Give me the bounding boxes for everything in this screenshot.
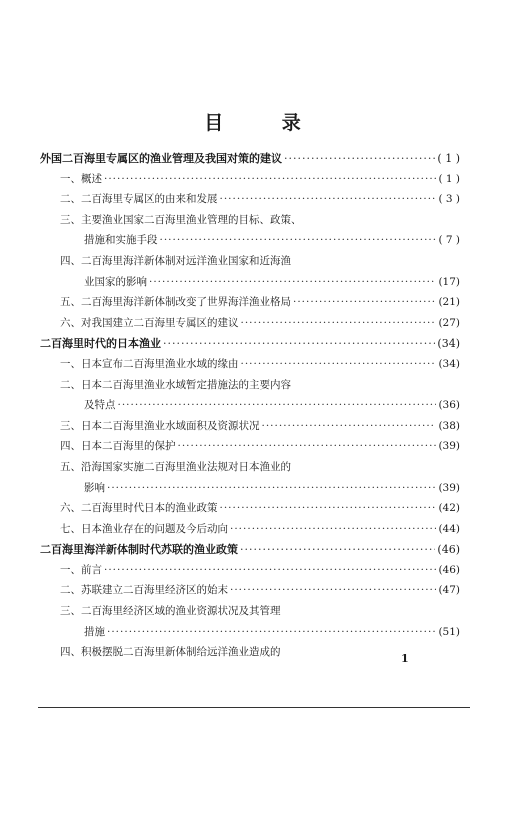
toc-entry [40, 644, 460, 665]
toc-leader-dots [163, 337, 435, 350]
toc-leader-dots [149, 276, 436, 288]
toc-entry-page: (39) [438, 440, 460, 453]
toc-entry-title: 三、二百海里经济区域的渔业资源状况及其管理 [60, 605, 281, 618]
toc-entry [40, 438, 460, 459]
toc-entry-title: 六、对我国建立二百海里专属区的建议 [60, 316, 239, 329]
page-number: 1 [401, 652, 409, 665]
toc-entry-page: (34) [437, 337, 460, 351]
toc-entry [40, 315, 460, 336]
toc-entry-title: 四、积极摆脱二百海里新体制给远洋渔业造成的 [60, 646, 281, 659]
toc-entry-title: 二、苏联建立二百海里经济区的始末 [60, 584, 228, 597]
toc-entry [40, 356, 460, 377]
toc-entry-title: 三、主要渔业国家二百海里渔业管理的目标、政策、 [60, 213, 302, 226]
toc-leader-dots [178, 440, 437, 452]
toc-entry [40, 171, 460, 192]
toc-entry [40, 562, 460, 583]
toc-entry-title: 影响 [84, 481, 105, 494]
toc-entry [40, 418, 460, 439]
toc-entry-page: ( 3 ) [438, 193, 460, 206]
toc-entry-page: (27) [438, 316, 460, 329]
toc-entry-title: 五、沿海国家实施二百海里渔业法规对日本渔业的 [60, 460, 291, 473]
toc-entry [40, 521, 460, 542]
toc-entry [40, 603, 460, 624]
toc-entry-title: 五、二百海里海洋新体制改变了世界海洋渔业格局 [60, 296, 291, 309]
toc-leader-dots [107, 626, 436, 638]
toc-entry-title: 一、日本宣布二百海里渔业水域的缘由 [60, 357, 239, 370]
toc-entry-title: 措施 [84, 625, 105, 638]
toc-entry-title: 业国家的影响 [84, 275, 147, 288]
page-title: 目 录 [204, 112, 327, 134]
toc-entry-title: 四、二百海里海洋新体制对远洋渔业国家和近海渔 [60, 254, 291, 267]
toc-entry-page: (17) [438, 275, 460, 288]
toc-entry [40, 624, 460, 645]
toc-leader-dots [241, 358, 437, 370]
toc-entry-page: (39) [438, 481, 460, 494]
toc-entry-page: (47) [438, 584, 460, 597]
toc-entry-page: (42) [438, 502, 460, 515]
toc-entry-page: (51) [438, 625, 460, 638]
toc-entry-page: (21) [438, 296, 460, 309]
toc-leader-dots [104, 564, 436, 576]
toc-leader-dots [118, 399, 437, 411]
toc-leader-dots [160, 234, 437, 246]
toc-leader-dots [220, 502, 437, 514]
toc-entry-page: (38) [438, 419, 460, 432]
toc-leader-dots [240, 543, 435, 556]
toc-entry-page: ( 1 ) [438, 172, 460, 185]
toc-entry [40, 335, 460, 356]
toc-entry [40, 150, 460, 171]
toc-entry-title: 四、日本二百海里的保护 [60, 440, 176, 453]
toc-leader-dots [107, 482, 436, 494]
toc-entry-page: ( 7 ) [438, 234, 460, 247]
toc-leader-dots [284, 152, 435, 165]
toc-entry-title: 及特点 [84, 399, 116, 412]
toc-entry-page: (46) [438, 563, 460, 576]
toc-entry [40, 294, 460, 315]
toc-leader-dots [293, 296, 436, 308]
toc-leader-dots [230, 584, 436, 596]
toc-entry [40, 377, 460, 398]
toc-entry [40, 500, 460, 521]
toc-entry-title: 七、日本渔业存在的问题及今后动向 [60, 522, 228, 535]
toc-entry [40, 459, 460, 480]
toc-entry-page: (46) [437, 543, 460, 557]
table-of-contents [40, 150, 460, 665]
toc-entry [40, 582, 460, 603]
toc-entry [40, 232, 460, 253]
toc-entry-title: 三、日本二百海里渔业水域面积及资源状况 [60, 419, 260, 432]
toc-entry-title: 措施和实施手段 [84, 234, 158, 247]
toc-entry [40, 274, 460, 295]
toc-entry-title: 一、概述 [60, 172, 102, 185]
toc-entry-page: (44) [438, 522, 460, 535]
toc-entry-title: 二、二百海里专属区的由来和发展 [60, 193, 218, 206]
toc-entry [40, 480, 460, 501]
toc-entry-title: 二百海里时代的日本渔业 [40, 337, 161, 351]
toc-leader-dots [241, 317, 437, 329]
toc-entry-title: 二百海里海洋新体制时代苏联的渔业政策 [40, 543, 238, 557]
toc-leader-dots [220, 193, 437, 205]
toc-entry-page: (36) [438, 399, 460, 412]
toc-entry [40, 541, 460, 562]
toc-entry-title: 六、二百海里时代日本的渔业政策 [60, 502, 218, 515]
toc-entry-page: (34) [438, 357, 460, 370]
toc-entry-title: 二、日本二百海里渔业水域暂定措施法的主要内容 [60, 378, 291, 391]
toc-leader-dots [230, 523, 436, 535]
toc-entry [40, 212, 460, 233]
toc-entry [40, 191, 460, 212]
toc-entry-title: 一、前言 [60, 563, 102, 576]
toc-entry [40, 253, 460, 274]
toc-leader-dots [262, 420, 437, 432]
toc-entry-page: ( 1 ) [437, 152, 460, 165]
toc-leader-dots [104, 173, 436, 185]
toc-entry [40, 397, 460, 418]
scan-edge-line [38, 707, 470, 708]
toc-entry-title: 外国二百海里专属区的渔业管理及我国对策的建议 [40, 152, 282, 165]
